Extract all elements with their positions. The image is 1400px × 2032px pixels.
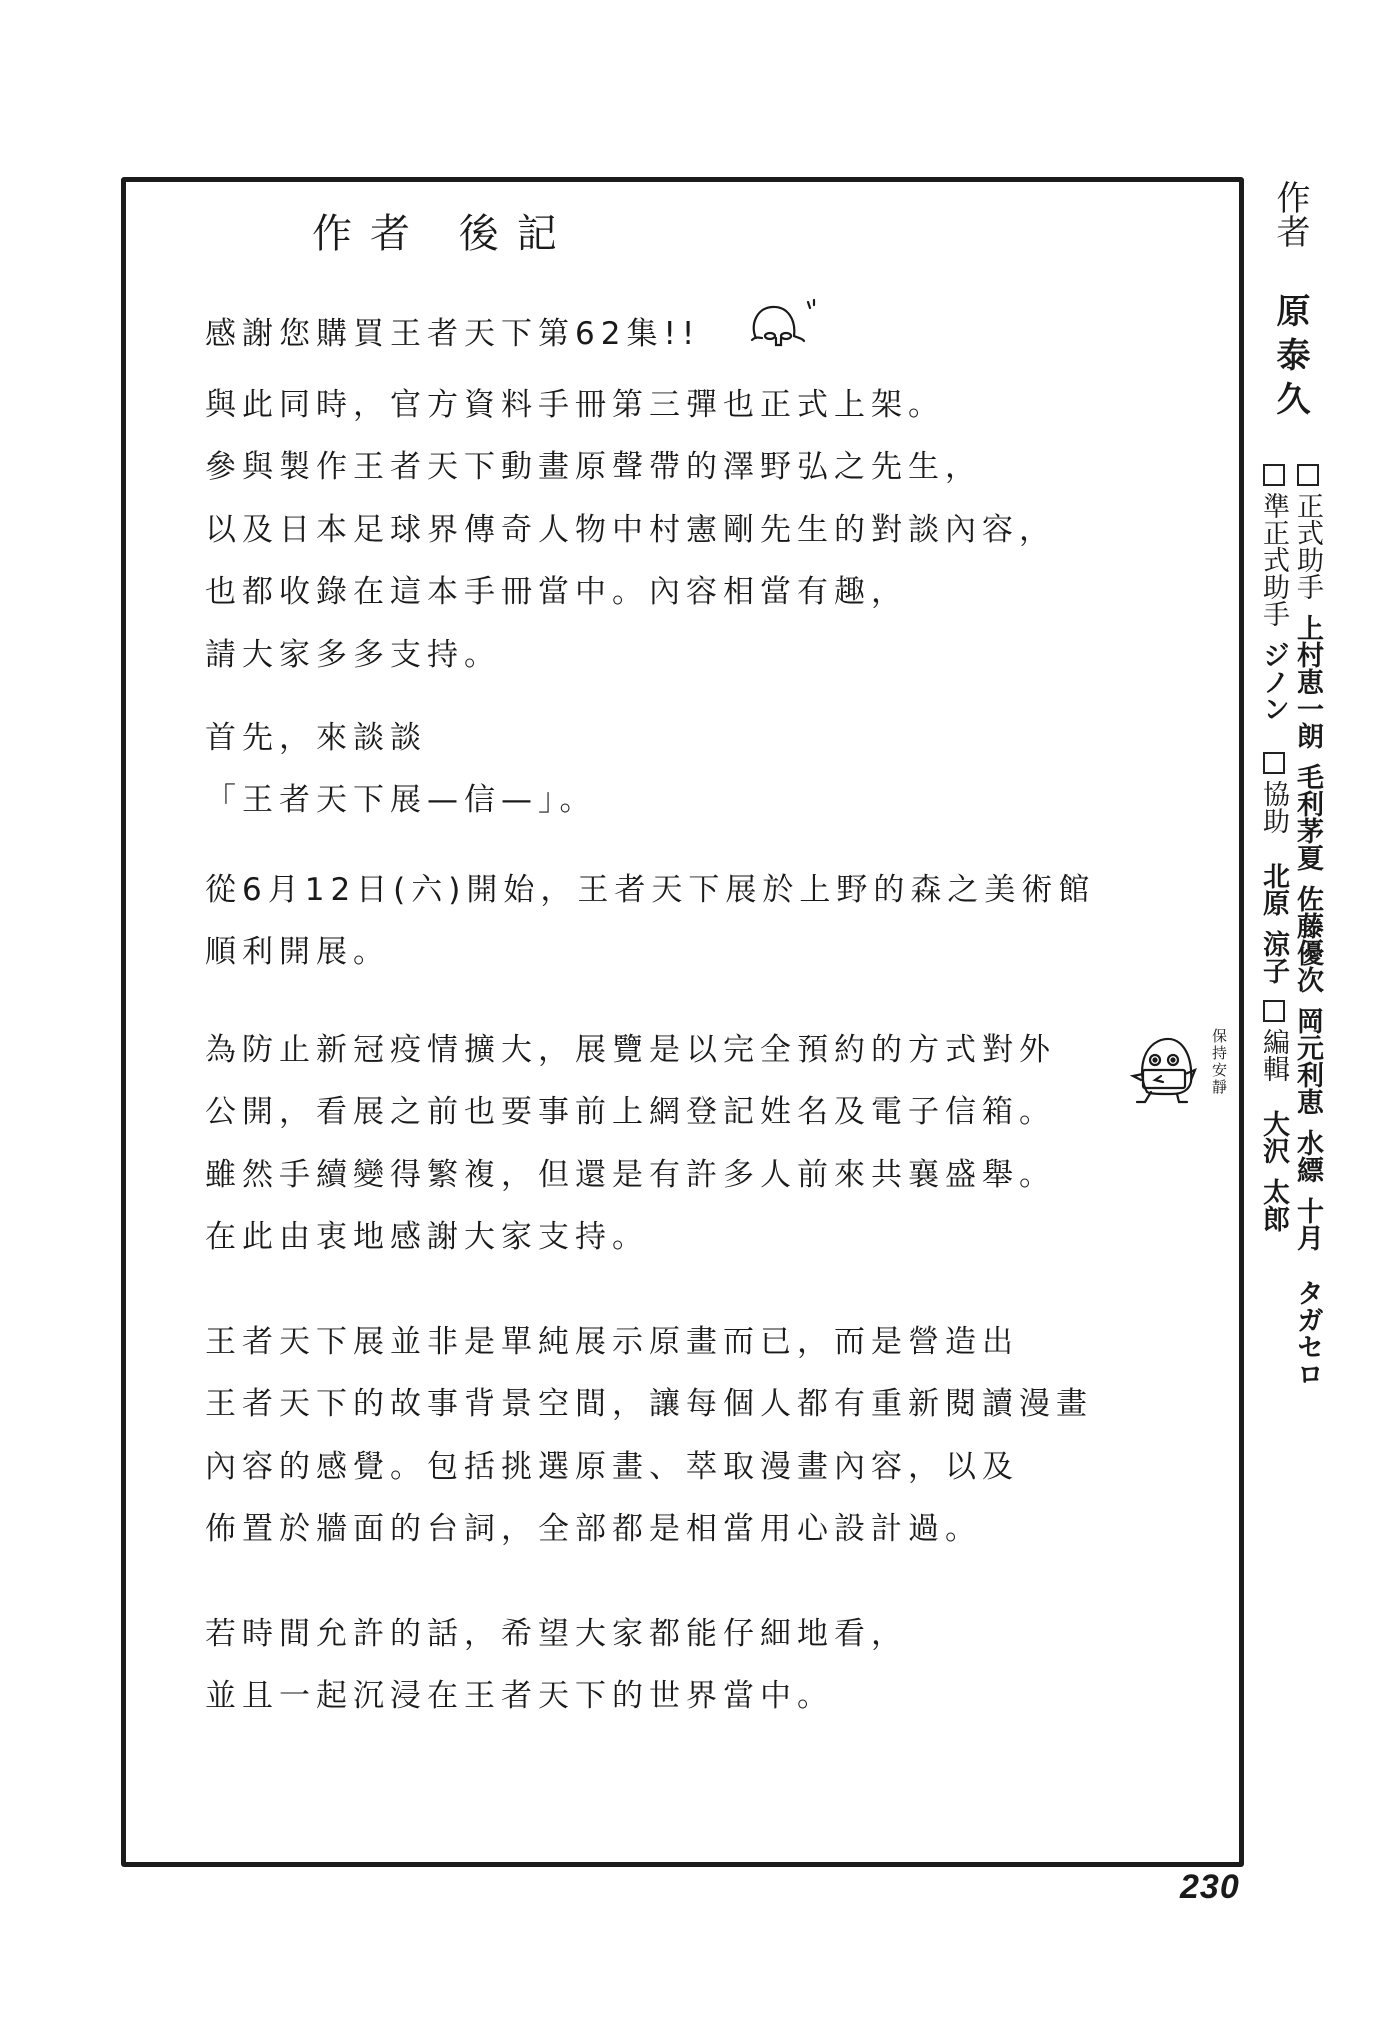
checkbox-bullet-icon <box>1263 752 1285 774</box>
credit-name: 佐藤 <box>1293 885 1323 939</box>
page-number: 230 <box>1180 1868 1240 1906</box>
body-line: 與此同時，官方資料手冊第三彈也正式上架。 <box>205 387 945 423</box>
body-line: 王者天下展並非是單純展示原畫而已，而是營造出 <box>205 1324 1019 1360</box>
body-line: 公開，看展之前也要事前上網登記姓名及電子信箱。 <box>205 1094 1056 1130</box>
body-line: 從6月12日(六)開始，王者天下展於上野的森之美術館 <box>205 872 1096 908</box>
body-line: 王者天下的故事背景空間，讓每個人都有重新閱讀漫畫 <box>205 1386 1093 1422</box>
credit-name: 水縹 <box>1293 1129 1323 1183</box>
checkbox-bullet-icon <box>1297 464 1319 486</box>
role-label: 準正式助手 <box>1259 492 1289 627</box>
body-line: 並且一起沉浸在王者天下的世界當中。 <box>205 1678 834 1714</box>
credits-author-label: 作者 <box>1271 180 1309 248</box>
credits-column-assistants <box>1293 462 1323 1387</box>
role-label: 編輯 <box>1259 1028 1289 1082</box>
body-line: 「王者天下展—信—」。 <box>205 782 597 818</box>
credit-name: 太郎 <box>1259 1178 1289 1232</box>
body-line: 佈置於牆面的台詞，全部都是相當用心設計過。 <box>205 1511 982 1547</box>
credit-name: 茅夏 <box>1293 817 1323 871</box>
credit-name: 利恵 <box>1293 1061 1323 1115</box>
body-line: 為防止新冠疫情擴大，展覽是以完全預約的方式對外 <box>205 1032 1056 1068</box>
credits-author-name: 原泰久 <box>1271 293 1309 425</box>
credits-column-support <box>1259 462 1289 1232</box>
sweat-face-icon <box>748 298 818 350</box>
credit-name: 上村 <box>1293 614 1323 668</box>
credit-name: 優次 <box>1293 939 1323 993</box>
body-line: 順利開展。 <box>205 934 390 970</box>
body-line: 若時間允許的話，希望大家都能仔細地看， <box>205 1616 908 1652</box>
body-line: 雖然手續變得繁複，但還是有許多人前來共襄盛舉。 <box>205 1157 1056 1193</box>
page-title: 作者 後記 <box>312 211 575 257</box>
body-line: 在此由衷地感謝大家支持。 <box>205 1219 649 1255</box>
checkbox-bullet-icon <box>1263 1000 1285 1022</box>
role-label: 正式助手 <box>1293 492 1323 600</box>
masked-character-caption: 保持安靜 <box>1210 1028 1228 1096</box>
credit-name: 涼子 <box>1259 930 1289 984</box>
credit-name: 大沢 <box>1259 1110 1289 1164</box>
credit-name: タガセロ <box>1293 1279 1323 1387</box>
body-line: 內容的感覺。包括挑選原畫、萃取漫畫內容，以及 <box>205 1449 1019 1485</box>
credit-name: 十月 <box>1293 1197 1323 1251</box>
body-line: 參與製作王者天下動畫原聲帶的澤野弘之先生， <box>205 449 982 485</box>
body-line: 請大家多多支持。 <box>205 637 501 673</box>
body-line: 以及日本足球界傳奇人物中村憲剛先生的對談內容， <box>205 512 1056 548</box>
checkbox-bullet-icon <box>1263 464 1285 486</box>
credit-name: ジノン <box>1259 641 1289 722</box>
body-line: 感謝您購買王者天下第62集!! <box>205 316 701 352</box>
body-line: 首先，來談談 <box>205 720 427 756</box>
role-label: 協助 <box>1259 780 1289 834</box>
masked-character-icon <box>1125 1030 1209 1108</box>
credit-name: 北原 <box>1259 862 1289 916</box>
credit-name: 岡元 <box>1293 1007 1323 1061</box>
credit-name: 毛利 <box>1293 763 1323 817</box>
body-line: 也都收錄在這本手冊當中。內容相當有趣， <box>205 574 908 610</box>
credit-name: 恵一朗 <box>1293 668 1323 749</box>
